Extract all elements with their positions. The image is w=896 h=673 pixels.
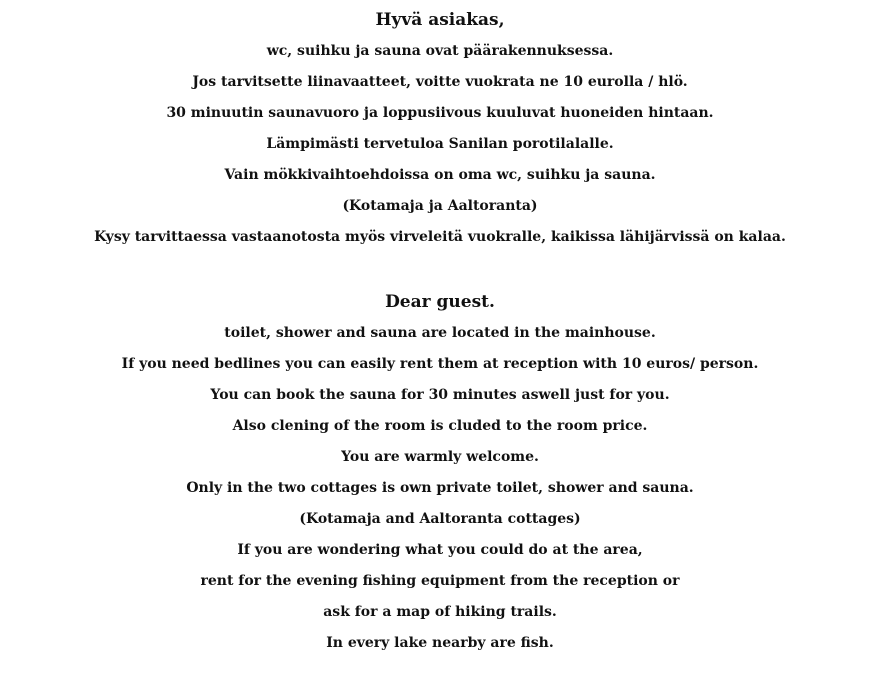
finnish-heading: Hyvä asiakas,	[375, 10, 505, 30]
english-line: Only in the two cottages is own private toilet, shower and sauna.	[186, 480, 694, 496]
english-line: toilet, shower and sauna are located in the mainhouse.	[224, 325, 656, 341]
english-line: rent for the evening fishing equipment from the reception or	[200, 573, 680, 589]
english-line: In every lake nearby are fish.	[326, 635, 554, 651]
english-line: If you are wondering what you could do at the area,	[237, 542, 643, 558]
english-line: You can book the sauna for 30 minutes aswell just for you.	[210, 387, 670, 403]
finnish-line: Jos tarvitsette liinavaatteet, voitte vuokrata ne 10 eurolla / hlö.	[192, 74, 688, 90]
finnish-line: wc, suihku ja sauna ovat päärakennuksessa.	[266, 43, 614, 59]
english-line: ask for a map of hiking trails.	[323, 604, 557, 620]
finnish-line: Lämpimästi tervetuloa Sanilan porotilalalle.	[266, 136, 614, 152]
english-line: If you need bedlines you can easily rent them at reception with 10 euros/ person.	[121, 356, 759, 372]
english-line: You are warmly welcome.	[341, 449, 539, 465]
finnish-line: Vain mökkivaihtoehdoissa on oma wc, suihku ja sauna.	[224, 167, 656, 183]
finnish-line: 30 minuutin saunavuoro ja loppusiivous kuuluvat huoneiden hintaan.	[166, 105, 714, 121]
english-line: Also clening of the room is cluded to the room price.	[232, 418, 648, 434]
finnish-line: Kysy tarvittaessa vastaanotosta myös virveleitä vuokralle, kaikissa lähijärvissä on kalaa.	[94, 229, 786, 245]
english-heading: Dear guest.	[385, 292, 495, 312]
finnish-line: (Kotamaja ja Aaltoranta)	[342, 198, 538, 214]
english-line: (Kotamaja and Aaltoranta cottages)	[299, 511, 581, 527]
